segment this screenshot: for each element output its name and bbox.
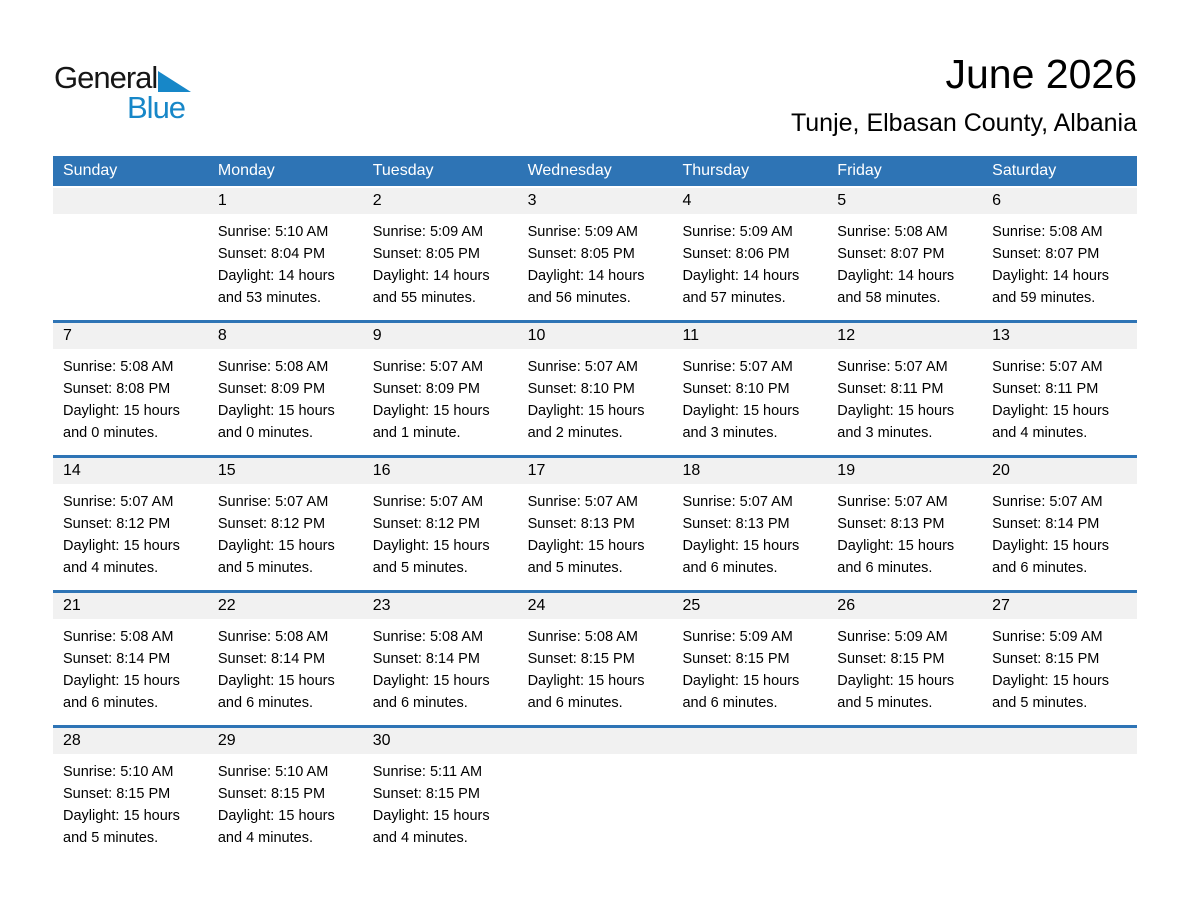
week-row (53, 188, 1137, 320)
day-number (982, 728, 1137, 754)
day-detail-line: Sunrise: 5:07 AM (527, 359, 638, 375)
day-detail-line: and 6 minutes. (63, 695, 159, 711)
day-detail-line: Sunset: 8:10 PM (527, 381, 635, 397)
day-detail-line: Daylight: 14 hours (837, 268, 955, 284)
day-number: 9 (363, 323, 518, 349)
day-detail-line: Daylight: 15 hours (682, 403, 800, 419)
day-detail-line: Sunset: 8:12 PM (372, 516, 480, 532)
day-cell (53, 458, 208, 590)
day-details (827, 619, 982, 725)
day-detail-line: Sunset: 8:13 PM (837, 516, 945, 532)
day-cell (518, 458, 673, 590)
day-detail-line: and 3 minutes. (837, 425, 933, 441)
day-details (982, 214, 1137, 320)
day-cell (672, 188, 827, 320)
day-cell (208, 593, 363, 725)
day-details (672, 619, 827, 725)
day-number: 26 (827, 593, 982, 619)
day-details (208, 349, 363, 455)
day-detail-line: and 6 minutes. (682, 560, 778, 576)
day-detail-line: Daylight: 14 hours (217, 268, 335, 284)
weekday-header-cell: Monday (217, 162, 275, 179)
day-detail-line: Sunrise: 5:08 AM (63, 629, 174, 645)
day-detail-line: Sunset: 8:05 PM (372, 246, 480, 262)
day-detail-line: Daylight: 15 hours (527, 403, 645, 419)
day-cell (827, 458, 982, 590)
day-detail-line: Sunrise: 5:10 AM (217, 224, 329, 240)
day-detail-line: and 0 minutes. (63, 425, 159, 441)
day-detail-line: Sunset: 8:09 PM (372, 381, 480, 397)
day-number: 4 (672, 188, 827, 214)
week-row (53, 725, 1137, 860)
day-detail-line: and 1 minute. (372, 425, 461, 441)
day-detail-line: Sunrise: 5:09 AM (992, 629, 1103, 645)
empty-day-cell (827, 728, 982, 860)
logo-blue-text: Blue (127, 90, 186, 125)
day-details (982, 349, 1137, 455)
day-number: 5 (827, 188, 982, 214)
day-detail-line: and 4 minutes. (992, 425, 1088, 441)
day-detail-line: Sunrise: 5:11 AM (372, 764, 483, 780)
day-cell (208, 458, 363, 590)
day-detail-line: Sunrise: 5:08 AM (837, 224, 948, 240)
day-cell (363, 323, 518, 455)
day-number: 20 (982, 458, 1137, 484)
day-detail-line: Daylight: 15 hours (63, 538, 180, 554)
day-detail-line: Sunrise: 5:09 AM (682, 629, 793, 645)
day-detail-line: Daylight: 15 hours (992, 403, 1110, 419)
day-detail-line: Daylight: 15 hours (527, 538, 645, 554)
day-details (827, 484, 982, 590)
day-details (208, 484, 363, 590)
day-detail-line: Sunset: 8:04 PM (217, 246, 326, 262)
day-detail-line: and 56 minutes. (527, 290, 631, 306)
day-cell (208, 188, 363, 320)
day-detail-line: Sunset: 8:14 PM (992, 516, 1100, 532)
day-detail-line: and 53 minutes. (217, 290, 322, 306)
day-details (208, 214, 363, 320)
day-number: 1 (208, 188, 363, 214)
day-number: 24 (518, 593, 673, 619)
weekday-header-cell: Tuesday (372, 162, 434, 179)
day-detail-line: Sunset: 8:15 PM (217, 786, 326, 802)
logo-triangle-icon (158, 71, 191, 92)
weekday-header-cell: Thursday (682, 162, 750, 179)
day-detail-line: Daylight: 15 hours (527, 673, 645, 689)
day-detail-line: Daylight: 15 hours (217, 403, 335, 419)
day-detail-line: Sunrise: 5:07 AM (682, 359, 793, 375)
day-cell (982, 188, 1137, 320)
day-detail-line: and 6 minutes. (527, 695, 623, 711)
day-detail-line: and 2 minutes. (527, 425, 623, 441)
day-detail-line: Daylight: 15 hours (992, 673, 1110, 689)
day-number (518, 728, 673, 754)
day-details (363, 619, 518, 725)
day-cell (53, 728, 208, 860)
weekday-header-cell: Wednesday (527, 162, 612, 179)
week-row (53, 590, 1137, 725)
day-number: 23 (363, 593, 518, 619)
day-detail-line: Daylight: 15 hours (217, 673, 335, 689)
day-detail-line: Sunset: 8:10 PM (682, 381, 790, 397)
day-number: 11 (672, 323, 827, 349)
day-detail-line: and 5 minutes. (527, 560, 623, 576)
day-details (53, 349, 208, 455)
day-number: 30 (363, 728, 518, 754)
weekday-header-cell: Friday (837, 162, 882, 179)
day-detail-line: Sunset: 8:12 PM (217, 516, 326, 532)
day-detail-line: Sunrise: 5:08 AM (63, 359, 174, 375)
day-cell (982, 458, 1137, 590)
day-number: 18 (672, 458, 827, 484)
day-detail-line: Sunset: 8:14 PM (217, 651, 326, 667)
day-cell (982, 593, 1137, 725)
day-detail-line: Sunset: 8:11 PM (992, 381, 1099, 397)
weekday-header-row (53, 156, 1137, 186)
day-number: 15 (208, 458, 363, 484)
calendar-table (53, 156, 1137, 860)
day-number: 29 (208, 728, 363, 754)
day-detail-line: and 3 minutes. (682, 425, 778, 441)
empty-day-cell (53, 188, 208, 320)
day-detail-line: Sunset: 8:07 PM (992, 246, 1100, 262)
day-detail-line: Sunrise: 5:07 AM (837, 494, 948, 510)
day-detail-line: Sunset: 8:15 PM (63, 786, 171, 802)
day-detail-line: Daylight: 14 hours (372, 268, 490, 284)
day-detail-line: Sunset: 8:06 PM (682, 246, 790, 262)
day-cell (827, 188, 982, 320)
day-number: 28 (53, 728, 208, 754)
title-block (791, 52, 1137, 138)
day-detail-line: and 57 minutes. (682, 290, 786, 306)
day-detail-line: Sunset: 8:11 PM (837, 381, 944, 397)
day-detail-line: Sunrise: 5:08 AM (372, 629, 484, 645)
day-details (518, 214, 673, 320)
day-number: 13 (982, 323, 1137, 349)
day-detail-line: and 4 minutes. (217, 830, 313, 846)
day-cell (53, 593, 208, 725)
day-details (982, 484, 1137, 590)
day-details (827, 214, 982, 320)
day-detail-line: Daylight: 15 hours (217, 538, 335, 554)
day-detail-line: Daylight: 15 hours (372, 538, 490, 554)
day-detail-line: Daylight: 15 hours (63, 673, 180, 689)
day-detail-line: and 4 minutes. (63, 560, 159, 576)
day-detail-line: Sunset: 8:14 PM (372, 651, 480, 667)
day-detail-line: Daylight: 14 hours (992, 268, 1110, 284)
week-row (53, 320, 1137, 455)
empty-day-cell (518, 728, 673, 860)
day-details (518, 484, 673, 590)
location-subtitle: Tunje, Elbasan County, Albania (790, 109, 1137, 138)
day-details (53, 619, 208, 725)
day-detail-line: and 5 minutes. (992, 695, 1088, 711)
day-details (827, 349, 982, 455)
day-detail-line: Sunrise: 5:09 AM (527, 224, 638, 240)
day-number: 2 (363, 188, 518, 214)
day-detail-line: and 6 minutes. (992, 560, 1088, 576)
day-detail-line: Sunset: 8:07 PM (837, 246, 945, 262)
week-row (53, 455, 1137, 590)
day-detail-line: Sunset: 8:15 PM (837, 651, 945, 667)
day-detail-line: Sunset: 8:09 PM (217, 381, 326, 397)
day-number (53, 188, 208, 214)
day-detail-line: Sunset: 8:15 PM (992, 651, 1100, 667)
day-cell (363, 728, 518, 860)
day-number: 6 (982, 188, 1137, 214)
day-cell (363, 188, 518, 320)
day-cell (53, 323, 208, 455)
weekday-header-cell: Saturday (992, 162, 1057, 179)
day-detail-line: Sunrise: 5:07 AM (217, 494, 329, 510)
day-detail-line: Sunset: 8:05 PM (527, 246, 635, 262)
day-details (672, 214, 827, 320)
day-details (363, 349, 518, 455)
day-detail-line: Daylight: 15 hours (372, 808, 490, 824)
day-details (827, 754, 982, 860)
day-details (53, 754, 208, 860)
day-details (53, 484, 208, 590)
day-detail-line: Sunrise: 5:07 AM (372, 494, 484, 510)
day-detail-line: and 5 minutes. (63, 830, 159, 846)
day-number: 14 (53, 458, 208, 484)
day-details (363, 484, 518, 590)
day-detail-line: and 5 minutes. (837, 695, 933, 711)
day-detail-line: Sunrise: 5:08 AM (217, 359, 329, 375)
day-detail-line: and 59 minutes. (992, 290, 1096, 306)
day-number: 21 (53, 593, 208, 619)
day-cell (982, 323, 1137, 455)
day-detail-line: Sunrise: 5:07 AM (992, 494, 1103, 510)
calendar-grid (53, 188, 1137, 860)
day-number: 27 (982, 593, 1137, 619)
day-cell (208, 323, 363, 455)
day-details (518, 754, 673, 860)
day-detail-line: and 58 minutes. (837, 290, 941, 306)
day-detail-line: Sunrise: 5:07 AM (992, 359, 1103, 375)
day-detail-line: Sunset: 8:12 PM (63, 516, 171, 532)
empty-day-cell (672, 728, 827, 860)
day-detail-line: Sunrise: 5:07 AM (63, 494, 174, 510)
day-details (518, 619, 673, 725)
day-detail-line: Sunrise: 5:07 AM (682, 494, 793, 510)
day-details (518, 349, 673, 455)
day-detail-line: Sunset: 8:13 PM (682, 516, 790, 532)
day-detail-line: Daylight: 15 hours (992, 538, 1110, 554)
day-details (982, 619, 1137, 725)
day-detail-line: Sunrise: 5:09 AM (837, 629, 948, 645)
day-cell (518, 323, 673, 455)
day-number: 25 (672, 593, 827, 619)
day-detail-line: and 0 minutes. (217, 425, 313, 441)
day-number: 17 (518, 458, 673, 484)
day-number: 19 (827, 458, 982, 484)
day-detail-line: Daylight: 15 hours (63, 808, 180, 824)
day-details (672, 754, 827, 860)
day-cell (827, 323, 982, 455)
day-detail-line: Sunset: 8:15 PM (682, 651, 790, 667)
day-details (363, 214, 518, 320)
day-number: 16 (363, 458, 518, 484)
day-cell (672, 593, 827, 725)
day-number (672, 728, 827, 754)
day-detail-line: Sunrise: 5:10 AM (217, 764, 329, 780)
day-detail-line: and 55 minutes. (372, 290, 476, 306)
weekday-header-cell: Sunday (63, 162, 118, 179)
day-detail-line: Daylight: 15 hours (837, 403, 955, 419)
day-detail-line: Daylight: 15 hours (837, 538, 955, 554)
day-details (363, 754, 518, 860)
day-detail-line: Sunset: 8:14 PM (63, 651, 171, 667)
day-details (208, 619, 363, 725)
day-detail-line: Daylight: 14 hours (682, 268, 800, 284)
day-detail-line: and 5 minutes. (217, 560, 313, 576)
day-cell (672, 323, 827, 455)
day-cell (672, 458, 827, 590)
day-detail-line: Sunrise: 5:08 AM (992, 224, 1103, 240)
day-details (208, 754, 363, 860)
day-cell (518, 188, 673, 320)
day-number: 10 (518, 323, 673, 349)
day-number: 22 (208, 593, 363, 619)
month-title: June 2026 (945, 51, 1137, 97)
day-detail-line: Sunrise: 5:08 AM (217, 629, 329, 645)
day-details (982, 754, 1137, 860)
day-detail-line: and 4 minutes. (372, 830, 468, 846)
day-number: 7 (53, 323, 208, 349)
day-details (53, 214, 208, 320)
day-detail-line: and 6 minutes. (372, 695, 468, 711)
day-detail-line: and 5 minutes. (372, 560, 468, 576)
day-detail-line: and 6 minutes. (837, 560, 933, 576)
day-detail-line: and 6 minutes. (217, 695, 313, 711)
day-cell (363, 458, 518, 590)
day-number (827, 728, 982, 754)
day-cell (363, 593, 518, 725)
day-detail-line: Sunrise: 5:09 AM (682, 224, 793, 240)
day-detail-line: Daylight: 15 hours (682, 538, 800, 554)
empty-day-cell (982, 728, 1137, 860)
day-detail-line: Sunrise: 5:09 AM (372, 224, 484, 240)
day-detail-line: Sunset: 8:13 PM (527, 516, 635, 532)
day-detail-line: Daylight: 14 hours (527, 268, 645, 284)
day-detail-line: Daylight: 15 hours (372, 673, 490, 689)
day-detail-line: Sunrise: 5:07 AM (837, 359, 948, 375)
day-detail-line: and 6 minutes. (682, 695, 778, 711)
day-cell (518, 593, 673, 725)
day-detail-line: Daylight: 15 hours (682, 673, 800, 689)
day-detail-line: Sunset: 8:15 PM (527, 651, 635, 667)
day-detail-line: Sunrise: 5:10 AM (63, 764, 174, 780)
day-detail-line: Sunrise: 5:08 AM (527, 629, 638, 645)
day-detail-line: Sunrise: 5:07 AM (527, 494, 638, 510)
day-cell (827, 593, 982, 725)
general-blue-logo (54, 60, 214, 134)
day-number: 3 (518, 188, 673, 214)
logo-general-text: General (54, 60, 158, 95)
day-details (672, 484, 827, 590)
day-cell (208, 728, 363, 860)
day-number: 8 (208, 323, 363, 349)
day-details (672, 349, 827, 455)
day-number: 12 (827, 323, 982, 349)
day-detail-line: Sunrise: 5:07 AM (372, 359, 484, 375)
day-detail-line: Daylight: 15 hours (217, 808, 335, 824)
day-detail-line: Sunset: 8:08 PM (63, 381, 171, 397)
day-detail-line: Sunset: 8:15 PM (372, 786, 480, 802)
day-detail-line: Daylight: 15 hours (63, 403, 180, 419)
day-detail-line: Daylight: 15 hours (837, 673, 955, 689)
day-detail-line: Daylight: 15 hours (372, 403, 490, 419)
